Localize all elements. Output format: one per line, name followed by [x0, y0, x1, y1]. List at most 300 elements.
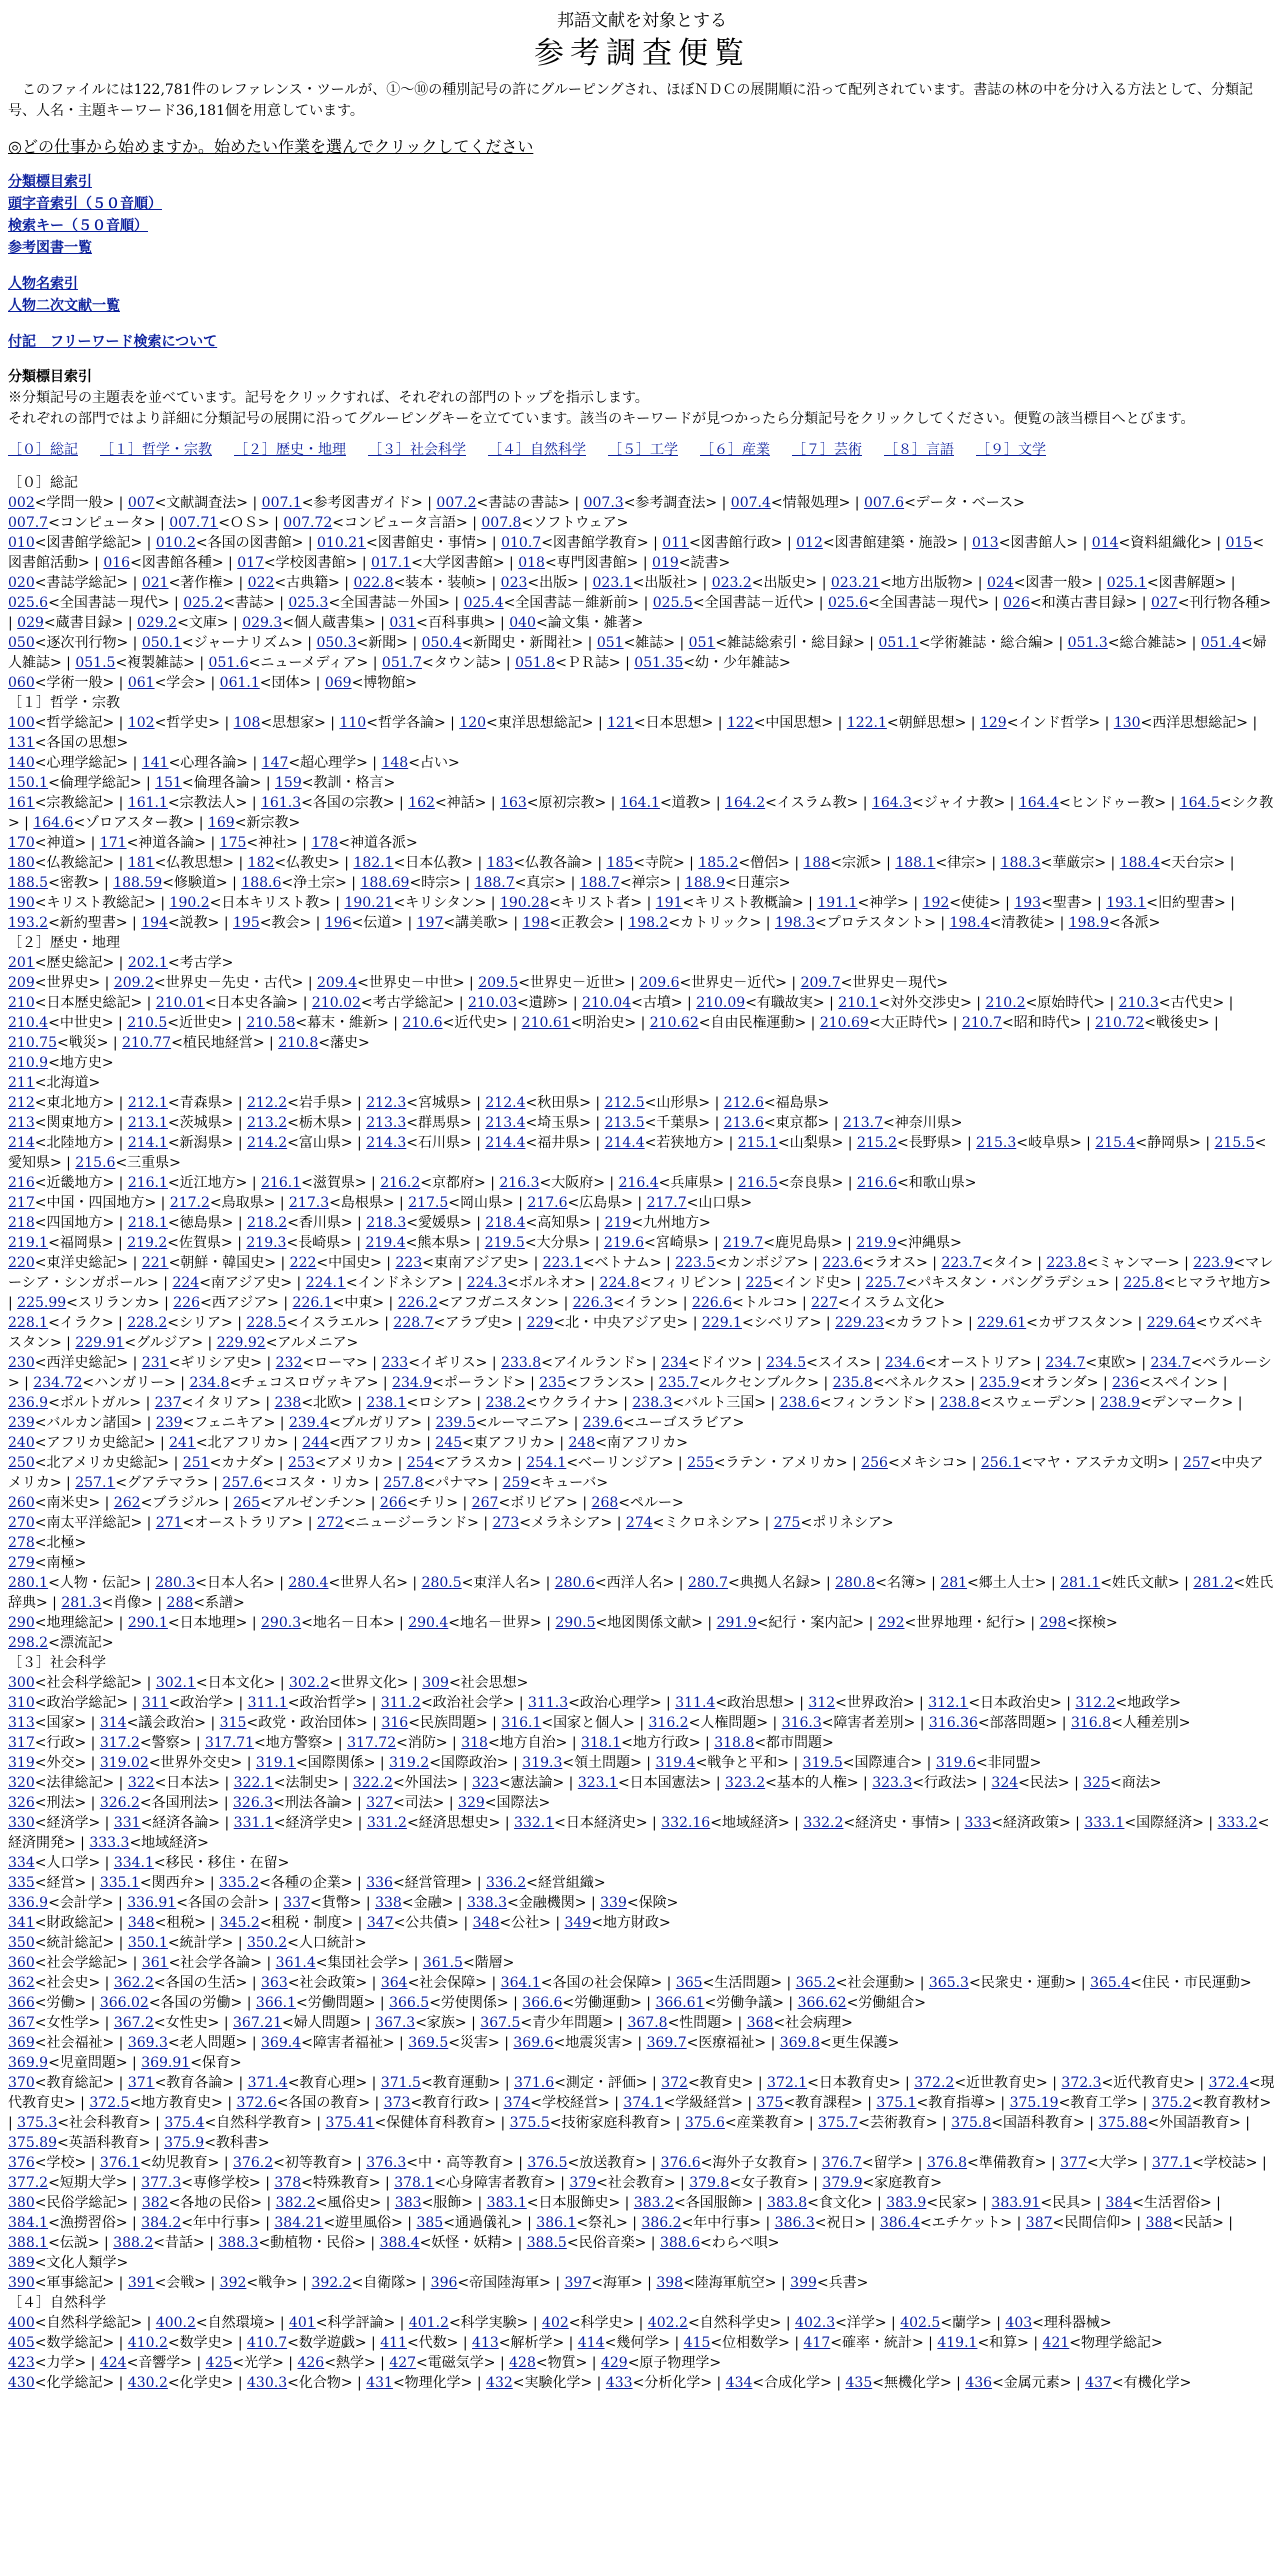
class-code-link[interactable]: 007.3 — [583, 495, 624, 511]
class-code-link[interactable]: 366.02 — [99, 1995, 149, 2011]
class-code-link[interactable]: 188.69 — [360, 875, 410, 891]
class-code-link[interactable]: 436 — [965, 2375, 993, 2391]
class-code-link[interactable]: 212.2 — [247, 1095, 288, 1111]
class-code-link[interactable]: 029 — [17, 615, 44, 631]
class-code-link[interactable]: 190.21 — [344, 895, 394, 911]
class-code-link[interactable]: 369.91 — [141, 2055, 191, 2071]
class-code-link[interactable]: 241 — [169, 1435, 196, 1451]
class-code-link[interactable]: 405 — [8, 2335, 35, 2351]
class-code-link[interactable]: 234.5 — [766, 1355, 807, 1371]
class-code-link[interactable]: 051.5 — [75, 655, 116, 671]
class-code-link[interactable]: 029.3 — [242, 615, 283, 631]
class-code-link[interactable]: 388.5 — [526, 2235, 567, 2251]
class-code-link[interactable]: 257 — [1182, 1455, 1210, 1471]
nav-link[interactable]: 検索キー（５０音順） — [8, 218, 148, 234]
class-code-link[interactable]: 366.6 — [522, 1995, 563, 2011]
nav-link[interactable]: 付記 フリーワード検索について — [8, 334, 218, 350]
class-code-link[interactable]: 428 — [509, 2355, 536, 2371]
class-code-link[interactable]: 002 — [8, 495, 35, 511]
class-code-link[interactable]: 223 — [395, 1255, 423, 1271]
class-code-link[interactable]: 323 — [472, 1775, 499, 1791]
class-code-link[interactable]: 371.4 — [247, 2075, 288, 2091]
class-code-link[interactable]: 281.2 — [1193, 1575, 1234, 1591]
class-code-link[interactable]: 210.03 — [468, 995, 518, 1011]
nav-link[interactable]: 人物名索引 — [8, 276, 78, 292]
class-code-link[interactable]: 224.8 — [599, 1275, 640, 1291]
class-code-link[interactable]: 386.3 — [774, 2215, 815, 2231]
class-code-link[interactable]: 316.8 — [1070, 1715, 1112, 1731]
class-code-link[interactable]: 387 — [1025, 2215, 1053, 2231]
class-code-link[interactable]: 377.1 — [1151, 2155, 1193, 2171]
class-code-link[interactable]: 185 — [606, 855, 634, 871]
class-code-link[interactable]: 210.01 — [155, 995, 205, 1011]
class-code-link[interactable]: 217.6 — [527, 1195, 568, 1211]
class-code-link[interactable]: 336.2 — [486, 1875, 527, 1891]
class-code-link[interactable]: 383.2 — [633, 2195, 674, 2211]
class-code-link[interactable]: 347 — [366, 1915, 394, 1931]
class-code-link[interactable]: 217.2 — [169, 1195, 210, 1211]
class-code-link[interactable]: 215.4 — [1095, 1135, 1136, 1151]
class-code-link[interactable]: 327 — [366, 1795, 393, 1811]
class-code-link[interactable]: 110 — [339, 715, 367, 731]
class-code-link[interactable]: 375.9 — [164, 2135, 205, 2151]
class-code-link[interactable]: 025.5 — [652, 595, 693, 611]
class-code-link[interactable]: 273 — [492, 1515, 520, 1531]
class-code-link[interactable]: 188.5 — [8, 875, 49, 891]
class-code-link[interactable]: 148 — [381, 755, 409, 771]
class-code-link[interactable]: 388 — [1145, 2215, 1173, 2231]
class-code-link[interactable]: 020 — [8, 575, 35, 591]
class-code-link[interactable]: 239 — [155, 1415, 183, 1431]
class-code-link[interactable]: 188.7 — [579, 875, 620, 891]
class-code-link[interactable]: 209 — [8, 975, 35, 991]
class-code-link[interactable]: 274 — [625, 1515, 653, 1531]
class-code-link[interactable]: 025.1 — [1106, 575, 1147, 591]
class-code-link[interactable]: 209.4 — [317, 975, 358, 991]
class-code-link[interactable]: 323.2 — [725, 1775, 766, 1791]
class-code-link[interactable]: 237 — [154, 1395, 182, 1411]
class-code-link[interactable]: 231 — [141, 1355, 169, 1371]
class-code-link[interactable]: 188.9 — [684, 875, 726, 891]
class-code-link[interactable]: 023.1 — [592, 575, 633, 591]
class-code-link[interactable]: 403 — [1005, 2315, 1033, 2331]
class-code-link[interactable]: 025.4 — [463, 595, 504, 611]
class-code-link[interactable]: 210.04 — [582, 995, 632, 1011]
class-code-link[interactable]: 367.3 — [375, 2015, 416, 2031]
class-code-link[interactable]: 213.7 — [842, 1115, 884, 1131]
class-code-link[interactable]: 419.1 — [937, 2335, 978, 2351]
class-code-link[interactable]: 223.6 — [822, 1255, 863, 1271]
class-code-link[interactable]: 254.1 — [526, 1455, 567, 1471]
class-code-link[interactable]: 319.3 — [522, 1755, 563, 1771]
class-code-link[interactable]: 196 — [324, 915, 352, 931]
class-code-link[interactable]: 234.6 — [884, 1355, 925, 1371]
class-code-link[interactable]: 311.4 — [675, 1695, 716, 1711]
class-code-link[interactable]: 235.8 — [832, 1375, 873, 1391]
class-code-link[interactable]: 372.3 — [1061, 2075, 1102, 2091]
class-code-link[interactable]: 335.1 — [99, 1875, 140, 1891]
class-code-link[interactable]: 012 — [796, 535, 823, 551]
class-code-link[interactable]: 122 — [726, 715, 754, 731]
class-code-link[interactable]: 213.5 — [604, 1115, 645, 1131]
class-code-link[interactable]: 198.2 — [628, 915, 669, 931]
class-code-link[interactable]: 338 — [375, 1895, 402, 1911]
class-code-link[interactable]: 369.6 — [513, 2035, 554, 2051]
class-code-link[interactable]: 188.7 — [474, 875, 515, 891]
class-code-link[interactable]: 373 — [383, 2095, 411, 2111]
class-code-link[interactable]: 007.1 — [261, 495, 302, 511]
class-code-link[interactable]: 014 — [1091, 535, 1119, 551]
class-code-link[interactable]: 210.02 — [311, 995, 361, 1011]
class-code-link[interactable]: 159 — [275, 775, 302, 791]
class-code-link[interactable]: 209.5 — [478, 975, 519, 991]
class-code-link[interactable]: 323.1 — [577, 1775, 618, 1791]
class-code-link[interactable]: 215.2 — [856, 1135, 898, 1151]
class-code-link[interactable]: 280.7 — [687, 1575, 729, 1591]
class-code-link[interactable]: 310 — [8, 1695, 35, 1711]
class-code-link[interactable]: 257.1 — [75, 1475, 116, 1491]
class-code-link[interactable]: 402.3 — [795, 2315, 836, 2331]
class-code-link[interactable]: 193.2 — [8, 915, 49, 931]
class-code-link[interactable]: 371.6 — [514, 2075, 555, 2091]
class-code-link[interactable]: 312.2 — [1075, 1695, 1116, 1711]
class-code-link[interactable]: 013 — [971, 535, 999, 551]
class-code-link[interactable]: 386.4 — [879, 2215, 920, 2231]
class-code-link[interactable]: 371.5 — [380, 2075, 421, 2091]
class-code-link[interactable]: 197 — [416, 915, 444, 931]
class-code-link[interactable]: 228.5 — [246, 1315, 287, 1331]
class-code-link[interactable]: 224.1 — [305, 1275, 346, 1291]
class-code-link[interactable]: 210.77 — [122, 1035, 172, 1051]
class-code-link[interactable]: 316.2 — [648, 1715, 689, 1731]
class-code-link[interactable]: 360 — [8, 1955, 35, 1971]
class-code-link[interactable]: 161.1 — [127, 795, 168, 811]
class-code-link[interactable]: 212.6 — [723, 1095, 764, 1111]
class-code-link[interactable]: 202.1 — [127, 955, 168, 971]
class-code-link[interactable]: 365.4 — [1090, 1975, 1131, 1991]
class-code-link[interactable]: 376.6 — [660, 2155, 701, 2171]
class-code-link[interactable]: 218.3 — [366, 1215, 407, 1231]
class-code-link[interactable]: 007.8 — [481, 515, 522, 531]
class-code-link[interactable]: 010.21 — [317, 535, 367, 551]
class-code-link[interactable]: 223.7 — [941, 1255, 982, 1271]
class-code-link[interactable]: 332.16 — [661, 1815, 711, 1831]
class-code-link[interactable]: 332.1 — [514, 1815, 555, 1831]
class-code-link[interactable]: 400 — [8, 2315, 35, 2331]
class-code-link[interactable]: 280.4 — [288, 1575, 329, 1591]
class-code-link[interactable]: 210.72 — [1095, 1015, 1145, 1031]
class-code-link[interactable]: 333.2 — [1217, 1815, 1258, 1831]
class-code-link[interactable]: 375.41 — [325, 2115, 375, 2131]
class-code-link[interactable]: 329 — [458, 1795, 485, 1811]
class-code-link[interactable]: 255 — [687, 1455, 714, 1471]
class-code-link[interactable]: 401.2 — [408, 2315, 449, 2331]
class-code-link[interactable]: 150.1 — [8, 775, 49, 791]
class-code-link[interactable]: 021 — [141, 575, 169, 591]
class-code-link[interactable]: 361 — [141, 1955, 169, 1971]
class-code-link[interactable]: 430.3 — [247, 2375, 288, 2391]
class-code-link[interactable]: 375.2 — [1151, 2095, 1192, 2111]
class-code-link[interactable]: 161 — [8, 795, 35, 811]
class-code-link[interactable]: 229.91 — [75, 1335, 125, 1351]
class-code-link[interactable]: 102 — [127, 715, 155, 731]
class-code-link[interactable]: 164.1 — [619, 795, 660, 811]
class-code-link[interactable]: 007.6 — [863, 495, 905, 511]
class-code-link[interactable]: 281 — [940, 1575, 968, 1591]
class-code-link[interactable]: 236.9 — [8, 1395, 49, 1411]
class-code-link[interactable]: 430.2 — [127, 2375, 168, 2391]
class-code-link[interactable]: 383.1 — [486, 2195, 527, 2211]
class-code-link[interactable]: 218.4 — [485, 1215, 526, 1231]
class-code-link[interactable]: 365.3 — [928, 1975, 969, 1991]
class-code-link[interactable]: 210.3 — [1118, 995, 1159, 1011]
class-code-link[interactable]: 100 — [8, 715, 35, 731]
class-code-link[interactable]: 369.8 — [779, 2035, 820, 2051]
class-code-link[interactable]: 322.2 — [352, 1775, 393, 1791]
class-code-link[interactable]: 181 — [127, 855, 155, 871]
class-code-link[interactable]: 323.3 — [872, 1775, 913, 1791]
class-code-link[interactable]: 226 — [173, 1295, 200, 1311]
class-code-link[interactable]: 272 — [316, 1515, 344, 1531]
class-code-link[interactable]: 050.1 — [141, 635, 182, 651]
category-tab[interactable]: ［２］歴史・地理 — [234, 442, 346, 458]
class-code-link[interactable]: 290.5 — [555, 1615, 596, 1631]
class-code-link[interactable]: 383.9 — [886, 2195, 927, 2211]
class-code-link[interactable]: 312.1 — [928, 1695, 969, 1711]
class-code-link[interactable]: 377.3 — [141, 2175, 182, 2191]
class-code-link[interactable]: 226.2 — [397, 1295, 438, 1311]
class-code-link[interactable]: 375.3 — [17, 2115, 58, 2131]
class-code-link[interactable]: 367.2 — [113, 2015, 154, 2031]
class-code-link[interactable]: 016 — [103, 555, 131, 571]
class-code-link[interactable]: 141 — [141, 755, 169, 771]
class-code-link[interactable]: 229.1 — [701, 1315, 742, 1331]
class-code-link[interactable]: 219.1 — [8, 1235, 49, 1251]
class-code-link[interactable]: 316 — [381, 1715, 409, 1731]
class-code-link[interactable]: 314 — [99, 1715, 127, 1731]
class-code-link[interactable]: 374.1 — [623, 2095, 664, 2111]
class-code-link[interactable]: 281.1 — [1060, 1575, 1101, 1591]
class-code-link[interactable]: 300 — [8, 1675, 35, 1691]
class-code-link[interactable]: 302.1 — [155, 1675, 196, 1691]
class-code-link[interactable]: 316.3 — [781, 1715, 822, 1731]
class-code-link[interactable]: 235 — [539, 1375, 566, 1391]
class-code-link[interactable]: 198.3 — [774, 915, 816, 931]
class-code-link[interactable]: 382 — [141, 2195, 169, 2211]
class-code-link[interactable]: 375.88 — [1098, 2115, 1148, 2131]
class-code-link[interactable]: 379 — [569, 2175, 597, 2191]
class-code-link[interactable]: 280.3 — [155, 1575, 196, 1591]
class-code-link[interactable]: 198 — [522, 915, 550, 931]
class-code-link[interactable]: 375.5 — [509, 2115, 550, 2131]
class-code-link[interactable]: 164.2 — [725, 795, 766, 811]
class-code-link[interactable]: 318.1 — [581, 1735, 622, 1751]
class-code-link[interactable]: 389 — [8, 2255, 35, 2271]
class-code-link[interactable]: 213.3 — [366, 1115, 407, 1131]
class-code-link[interactable]: 183 — [486, 855, 514, 871]
class-code-link[interactable]: 222 — [289, 1255, 317, 1271]
class-code-link[interactable]: 226.6 — [691, 1295, 733, 1311]
class-code-link[interactable]: 423 — [8, 2355, 35, 2371]
class-code-link[interactable]: 151 — [155, 775, 182, 791]
class-code-link[interactable]: 392 — [219, 2275, 247, 2291]
class-code-link[interactable]: 191.1 — [817, 895, 858, 911]
nav-link[interactable]: 頭字音索引（５０音順） — [8, 196, 162, 212]
class-code-link[interactable]: 108 — [233, 715, 261, 731]
class-code-link[interactable]: 220 — [8, 1255, 35, 1271]
class-code-link[interactable]: 257.6 — [222, 1475, 263, 1491]
class-code-link[interactable]: 335 — [8, 1875, 35, 1891]
class-code-link[interactable]: 225 — [745, 1275, 773, 1291]
class-code-link[interactable]: 223.8 — [1046, 1255, 1087, 1271]
class-code-link[interactable]: 267 — [471, 1495, 499, 1511]
class-code-link[interactable]: 164.6 — [33, 815, 74, 831]
class-code-link[interactable]: 362 — [8, 1975, 35, 1991]
class-code-link[interactable]: 376.3 — [366, 2155, 407, 2171]
class-code-link[interactable]: 322 — [127, 1775, 155, 1791]
category-tab[interactable]: ［９］文学 — [976, 442, 1046, 458]
class-code-link[interactable]: 185.2 — [698, 855, 739, 871]
class-code-link[interactable]: 388.6 — [659, 2235, 701, 2251]
class-code-link[interactable]: 171 — [99, 835, 127, 851]
class-code-link[interactable]: 361.4 — [275, 1955, 316, 1971]
class-code-link[interactable]: 375.1 — [876, 2095, 917, 2111]
class-code-link[interactable]: 253 — [287, 1455, 315, 1471]
class-code-link[interactable]: 315 — [219, 1715, 247, 1731]
class-code-link[interactable]: 378 — [274, 2175, 302, 2191]
category-tab[interactable]: ［１］哲学・宗教 — [100, 442, 212, 458]
class-code-link[interactable]: 322.1 — [233, 1775, 274, 1791]
class-code-link[interactable]: 022.8 — [353, 575, 394, 591]
class-code-link[interactable]: 234.8 — [189, 1375, 230, 1391]
class-code-link[interactable]: 210.61 — [521, 1015, 571, 1031]
class-code-link[interactable]: 431 — [366, 2375, 393, 2391]
class-code-link[interactable]: 210.7 — [961, 1015, 1003, 1031]
class-code-link[interactable]: 281.3 — [61, 1595, 102, 1611]
class-code-link[interactable]: 336.9 — [8, 1895, 49, 1911]
class-code-link[interactable]: 169 — [207, 815, 235, 831]
class-code-link[interactable]: 388.4 — [379, 2235, 420, 2251]
class-code-link[interactable]: 029.2 — [137, 615, 178, 631]
class-code-link[interactable]: 140 — [8, 755, 35, 771]
class-code-link[interactable]: 375.4 — [164, 2115, 205, 2131]
class-code-link[interactable]: 376.8 — [926, 2155, 968, 2171]
class-code-link[interactable]: 348 — [127, 1915, 155, 1931]
class-code-link[interactable]: 212.1 — [127, 1095, 168, 1111]
class-code-link[interactable]: 291.9 — [716, 1615, 757, 1631]
class-code-link[interactable]: 024 — [986, 575, 1014, 591]
class-code-link[interactable]: 326.2 — [99, 1795, 140, 1811]
class-code-link[interactable]: 210 — [8, 995, 35, 1011]
class-code-link[interactable]: 364 — [380, 1975, 408, 1991]
class-code-link[interactable]: 161.3 — [261, 795, 302, 811]
class-code-link[interactable]: 366.1 — [255, 1995, 297, 2011]
class-code-link[interactable]: 238 — [274, 1395, 302, 1411]
class-code-link[interactable]: 147 — [261, 755, 289, 771]
class-code-link[interactable]: 372.1 — [767, 2075, 808, 2091]
class-code-link[interactable]: 050 — [8, 635, 35, 651]
class-code-link[interactable]: 188.59 — [113, 875, 163, 891]
class-code-link[interactable]: 213.6 — [723, 1115, 764, 1131]
class-code-link[interactable]: 386.2 — [641, 2215, 682, 2231]
class-code-link[interactable]: 210.2 — [985, 995, 1026, 1011]
class-code-link[interactable]: 223.9 — [1193, 1255, 1234, 1271]
class-code-link[interactable]: 212.5 — [604, 1095, 645, 1111]
class-code-link[interactable]: 234.72 — [33, 1375, 83, 1391]
class-code-link[interactable]: 198.4 — [949, 915, 990, 931]
class-code-link[interactable]: 435 — [845, 2375, 873, 2391]
class-code-link[interactable]: 427 — [389, 2355, 417, 2371]
class-code-link[interactable]: 350 — [8, 1935, 35, 1951]
class-code-link[interactable]: 217 — [8, 1195, 35, 1211]
class-code-link[interactable]: 302.2 — [289, 1675, 330, 1691]
class-code-link[interactable]: 332.2 — [803, 1815, 844, 1831]
class-code-link[interactable]: 190.28 — [499, 895, 549, 911]
class-code-link[interactable]: 188.1 — [895, 855, 936, 871]
class-code-link[interactable]: 239.6 — [582, 1415, 623, 1431]
class-code-link[interactable]: 365 — [675, 1975, 703, 1991]
class-code-link[interactable]: 318 — [461, 1735, 488, 1751]
class-code-link[interactable]: 245 — [435, 1435, 463, 1451]
class-code-link[interactable]: 023 — [500, 575, 528, 591]
class-code-link[interactable]: 229.92 — [216, 1335, 266, 1351]
class-code-link[interactable]: 265 — [233, 1495, 261, 1511]
class-code-link[interactable]: 191 — [655, 895, 683, 911]
class-code-link[interactable]: 026 — [1003, 595, 1030, 611]
class-code-link[interactable]: 010 — [8, 535, 35, 551]
class-code-link[interactable]: 232 — [275, 1355, 303, 1371]
class-code-link[interactable]: 410.2 — [127, 2335, 168, 2351]
class-code-link[interactable]: 349 — [564, 1915, 592, 1931]
class-code-link[interactable]: 217.3 — [289, 1195, 330, 1211]
class-code-link[interactable]: 375.6 — [684, 2115, 725, 2131]
class-code-link[interactable]: 233 — [381, 1355, 409, 1371]
class-code-link[interactable]: 238.3 — [632, 1395, 673, 1411]
class-code-link[interactable]: 210.75 — [8, 1035, 57, 1051]
class-code-link[interactable]: 248 — [568, 1435, 596, 1451]
class-code-link[interactable]: 226.3 — [572, 1295, 613, 1311]
class-code-link[interactable]: 019 — [652, 555, 679, 571]
class-code-link[interactable]: 391 — [127, 2275, 155, 2291]
class-code-link[interactable]: 234.9 — [392, 1375, 433, 1391]
class-code-link[interactable]: 051.1 — [878, 635, 919, 651]
class-code-link[interactable]: 221 — [141, 1255, 169, 1271]
class-code-link[interactable]: 421 — [1042, 2335, 1070, 2351]
class-code-link[interactable]: 017 — [237, 555, 264, 571]
class-code-link[interactable]: 213.4 — [485, 1115, 526, 1131]
class-code-link[interactable]: 122.1 — [846, 715, 887, 731]
class-code-link[interactable]: 433 — [605, 2375, 633, 2391]
class-code-link[interactable]: 240 — [8, 1435, 35, 1451]
class-code-link[interactable]: 194 — [141, 915, 168, 931]
class-code-link[interactable]: 209.6 — [639, 975, 680, 991]
class-code-link[interactable]: 017.1 — [371, 555, 412, 571]
class-code-link[interactable]: 251 — [182, 1455, 210, 1471]
class-code-link[interactable]: 324 — [991, 1775, 1019, 1791]
class-code-link[interactable]: 210.4 — [8, 1015, 49, 1031]
class-code-link[interactable]: 380 — [8, 2195, 35, 2211]
class-code-link[interactable]: 210.5 — [127, 1015, 168, 1031]
class-code-link[interactable]: 239.4 — [288, 1415, 330, 1431]
class-code-link[interactable]: 369.5 — [408, 2035, 449, 2051]
class-code-link[interactable]: 319.4 — [655, 1755, 696, 1771]
class-code-link[interactable]: 326 — [8, 1795, 35, 1811]
class-code-link[interactable]: 188.4 — [1119, 855, 1160, 871]
class-code-link[interactable]: 317 — [8, 1735, 35, 1751]
class-code-link[interactable]: 384.21 — [274, 2215, 324, 2231]
class-code-link[interactable]: 379.9 — [822, 2175, 863, 2191]
class-code-link[interactable]: 313 — [8, 1715, 35, 1731]
